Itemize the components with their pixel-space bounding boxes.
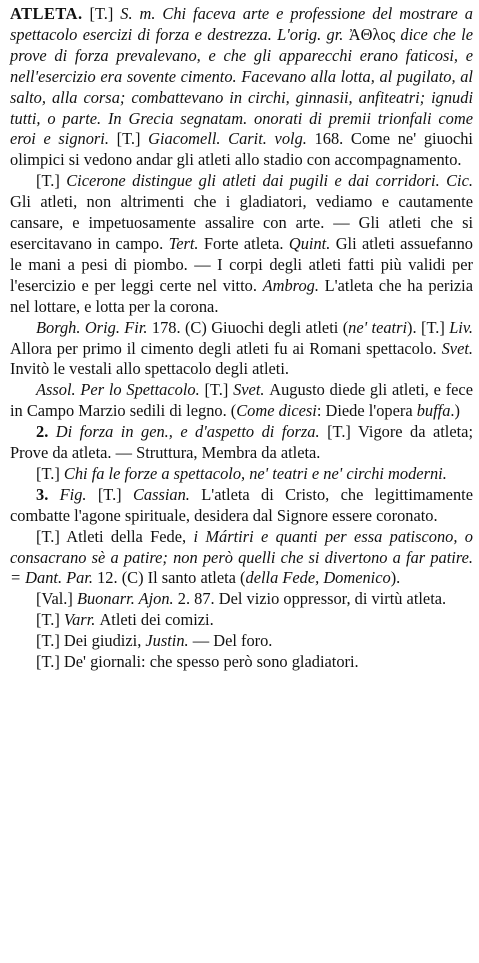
sense-3 — [10, 485, 473, 527]
text-run: dice che le prove di forza prevalevano, e che gli apparecchi erano faticosi, e nell'esercizio era sovente cimento. Facevano alla lotta, al pugilato, al salto, alla corsa; combattevano in circhi, ginnasii, anfiteatri; ignudi tutti, o parte. In Grecia segnatam. onorati di premii trionfali come eroi e signori. — [10, 24, 474, 149]
text-run: [T.] — [36, 610, 64, 630]
text-run: Gli atleti, non altrimenti che i gladiatori, vediamo e cautamente cansare, e impetuosamente assalire con arte. — Gli atleti che si esercitavano in campo. — [10, 192, 473, 253]
text-run: Giacomell. Carit. volg. — [140, 129, 315, 149]
text-run: [T.] — [97, 484, 133, 504]
text-run: Cicerone distingue gli atleti dai pugili e dai corridori. Cic. — [66, 171, 473, 191]
text-run: 2. — [36, 422, 56, 442]
text-run: S. m. Chi faceva arte e professione del mostrare a spettacolo esercizi di forza e destrezza. L'orig. gr. — [10, 4, 473, 44]
text-run: Di forza in gen., e d'aspetto di forza. — [55, 422, 328, 442]
text-run: 12. (C) Il santo atleta ( — [97, 568, 246, 588]
text-run: Tert. — [168, 233, 204, 253]
entry-paragraph — [10, 171, 473, 317]
text-run: ne' teatri — [348, 317, 408, 337]
text-run: [Val.] — [36, 589, 77, 609]
text-run: della Fede, Domenico — [245, 568, 391, 588]
text-run: Buonarr. Ajon. — [76, 589, 178, 609]
entry-paragraph — [10, 527, 473, 590]
text-run: ). — [390, 568, 401, 588]
entry-paragraph — [10, 652, 473, 673]
text-run: [T.] — [116, 129, 141, 149]
text-run: Allora per primo il cimento degli atleti fu ai Romani spettacolo. — [10, 338, 442, 358]
entry-paragraph — [10, 380, 473, 422]
text-run: ). [T.] — [407, 317, 450, 337]
text-run: 178. (C) Giuochi degli atleti ( — [151, 317, 349, 337]
text-run: Augusto diede gli atleti, e fece in Campo Marzio sedili di legno. ( — [10, 380, 473, 421]
text-run: Forte atleta. — [203, 233, 289, 253]
entry-paragraph — [10, 464, 473, 485]
text-run: 3. — [36, 484, 60, 504]
text-run: Fig. — [59, 484, 98, 504]
text-run: Justin. — [145, 631, 193, 651]
text-run: [T.] De' giornali: che spesso però sono gladiatori. — [36, 652, 359, 672]
text-run: buffa — [416, 401, 451, 421]
text-run: : Diede l'opera — [316, 401, 417, 421]
text-run: Varr. — [63, 610, 100, 630]
headword: ATLETA. — [10, 4, 83, 23]
text-run: [T.] — [204, 380, 234, 400]
text-run: i Mártiri e quanti per essa patiscono, o consacrano sè a patire; non però quelli che si divertono a far patire. = Dant. Par. — [10, 526, 473, 588]
text-run: .) — [450, 401, 460, 421]
entry-paragraph — [10, 589, 473, 610]
text-run: Come dicesi — [236, 401, 317, 421]
text-run: Atleti dei comizi. — [99, 610, 214, 630]
text-run: [T.] Dei giudizi, — [36, 631, 146, 651]
text-run: Svet. — [233, 380, 270, 400]
entry-paragraph — [10, 318, 473, 381]
text-run: 168. Come ne' giuochi olimpici si vedono andar gli atleti allo stadio con accompagnamento. — [10, 129, 473, 170]
text-run: — Del foro. — [192, 631, 273, 651]
text-run: ἈΘλος — [348, 24, 396, 44]
text-run: Ambrog. — [262, 275, 325, 295]
text-run: Cassian. — [132, 484, 202, 504]
text-run: Invitò le vestali allo spettacolo degli atleti. — [10, 359, 290, 379]
entry-paragraph — [10, 631, 473, 652]
entry-definition — [10, 4, 473, 171]
text-run: [T.] — [82, 4, 121, 23]
text-run: L'atleta di Cristo, che legittimamente combatte l'agone spirituale, desidera dal Signore essere coronato. — [10, 484, 473, 525]
entry-paragraph — [10, 610, 473, 631]
text-run: Borgh. Orig. Fir. — [36, 317, 152, 337]
text-run: Liv. — [449, 317, 474, 337]
text-run: Chi fa le forze a spettacolo, ne' teatri e ne' circhi moderni. — [63, 463, 447, 483]
text-run: 2. 87. Del vizio oppressor, di virtù atleta. — [177, 589, 447, 609]
text-run: [T.] Vigore da atleta; Prove da atleta. — Struttura, Membra da atleta. — [10, 422, 474, 463]
sense-2 — [10, 422, 473, 464]
text-run: Svet. — [441, 338, 473, 358]
text-run: [T.] — [36, 171, 67, 191]
text-run: [T.] — [36, 463, 64, 483]
text-run: Assol. Per lo Spettacolo. — [36, 380, 205, 400]
text-run: Quint. — [288, 233, 336, 253]
text-run: Gli atleti assuefanno le mani a pesi di piombo. — I corpi degli atleti fatti più validi per l'esercizio e per leggi certe nel vitto. — [10, 233, 474, 295]
text-run: L'atleta che ha perizia nel lottare, e lotta per la corona. — [10, 275, 474, 316]
text-run: [T.] Atleti della Fede, — [36, 526, 194, 546]
